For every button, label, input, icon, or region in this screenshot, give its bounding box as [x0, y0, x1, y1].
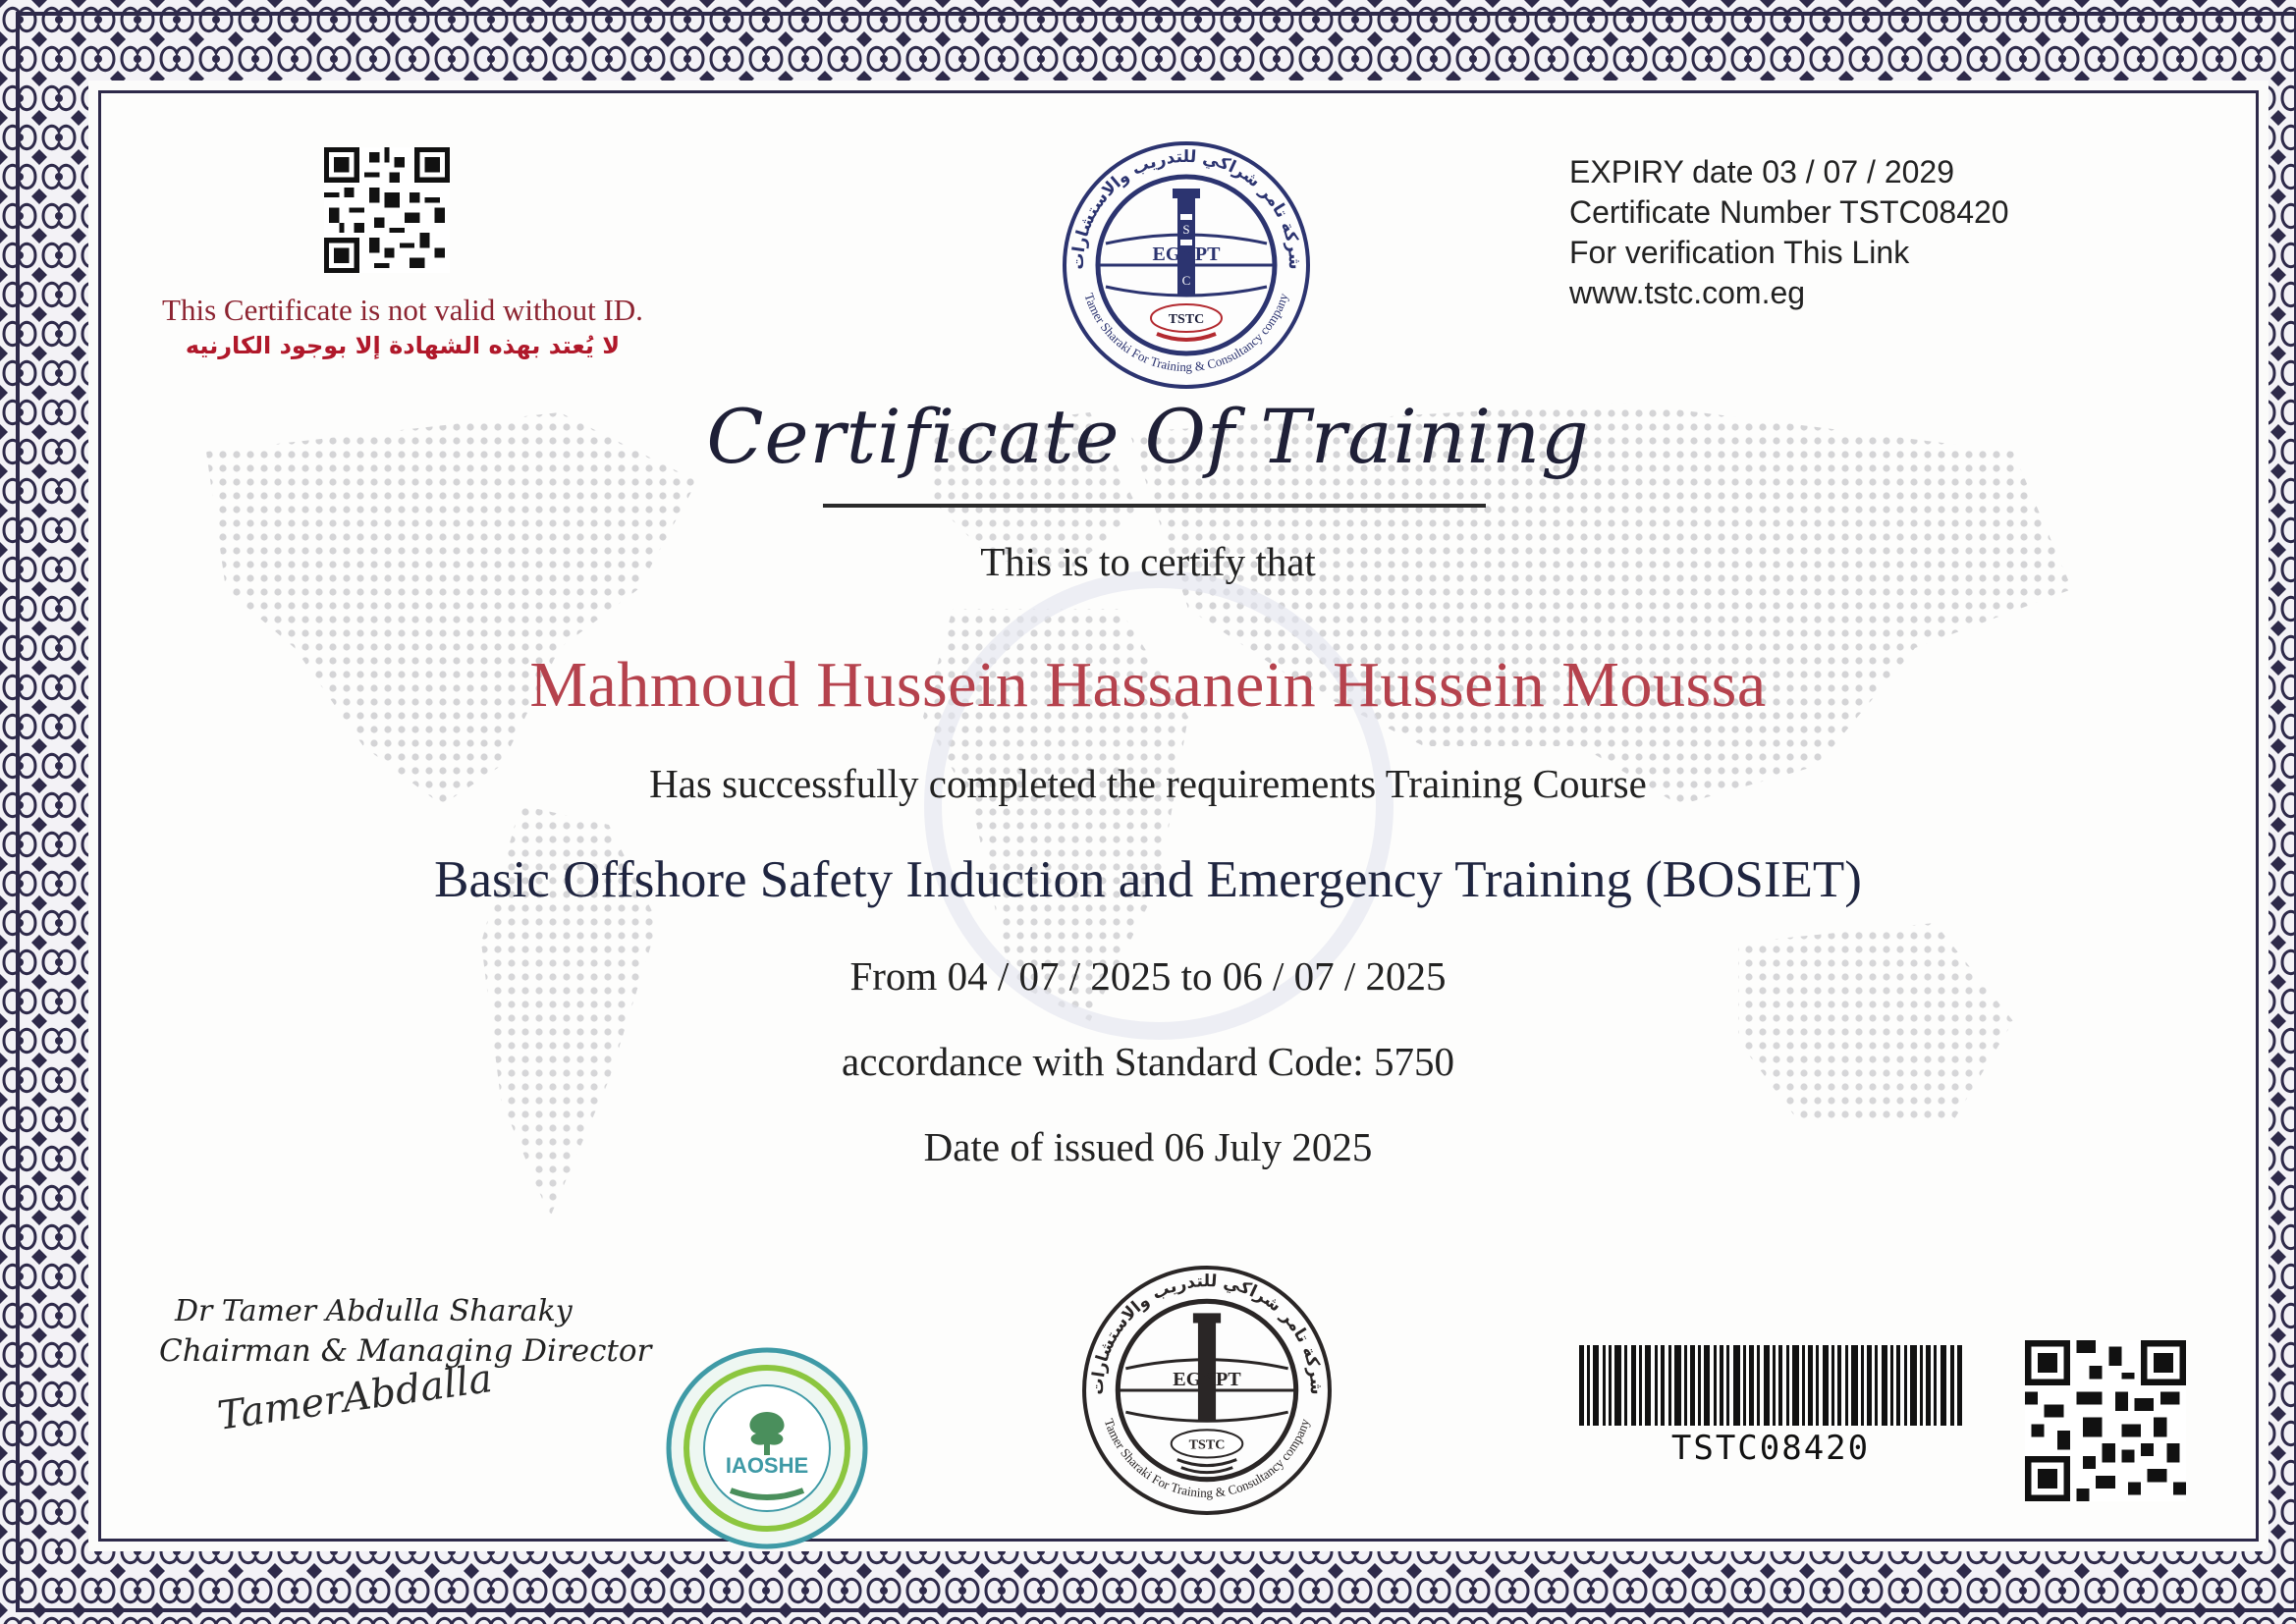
certify-line: This is to certify that	[980, 539, 1316, 584]
seal-abbr: TSTC	[1168, 312, 1205, 327]
title-underline	[823, 504, 1486, 508]
qr-code-bottom[interactable]	[2025, 1340, 2186, 1501]
recipient-name: Mahmoud Hussein Hassanein Hussein Moussa	[529, 649, 1767, 721]
standard-code: accordance with Standard Code: 5750	[842, 1039, 1454, 1084]
certificate-title: Certificate Of Training	[706, 393, 1590, 480]
seal-bottom-abbr: TSTC	[1188, 1436, 1226, 1453]
signer-name: Dr Tamer Abdulla Sharaky	[175, 1294, 573, 1328]
seal-ring-text-en: Tamer Sharaki For Training & Consultancy company	[1081, 291, 1291, 375]
validity-warning-ar: لا يُعتد بهذه الشهادة إلا بوجود الكارنيه	[185, 332, 621, 359]
seal-letter-c: C	[1181, 273, 1191, 288]
verification-label: For verification This Link	[1569, 235, 1910, 270]
tstc-seal-bottom	[1078, 1262, 1336, 1519]
seal-country: EGYPT	[1152, 244, 1221, 265]
seal-letter-s: S	[1182, 222, 1190, 237]
issue-date: Date of issued 06 July 2025	[923, 1124, 1373, 1169]
tstc-seal-top	[1059, 137, 1314, 393]
title-block	[0, 393, 2296, 480]
barcode-number: TSTC08420	[1670, 1429, 1871, 1468]
validity-warning-en: This Certificate is not valid without ID.	[162, 293, 643, 327]
course-name: Basic Offshore Safety Induction and Emergency Training (BOSIET)	[434, 851, 1862, 908]
expiry-date: EXPIRY date 03 / 07 / 2029	[1569, 154, 1954, 189]
course-dates: From 04 / 07 / 2025 to 06 / 07 / 2025	[849, 953, 1447, 999]
completion-line: Has successfully completed the requirements Training Course	[649, 761, 1647, 806]
iaoshe-badge-icon	[666, 1347, 868, 1549]
signer-role: Chairman & Managing Director	[159, 1333, 652, 1369]
signature: TamerAbdalla	[214, 1356, 495, 1439]
seal-bottom-ring-text-ar: شركة تامر شراكي للتدريب والاستشارات	[1087, 1272, 1327, 1395]
certificate-info-block	[1569, 152, 2009, 313]
verification-link[interactable]: www.tstc.com.eg	[1569, 275, 1806, 310]
seal-ring-text-ar: شركة تامر شراكي للتدريب والاستشارات	[1067, 146, 1305, 270]
qr-code-top[interactable]	[324, 147, 450, 273]
seal-bottom-ring-text-en: Tamer Sharaki For Training & Consultancy company	[1101, 1416, 1313, 1500]
certificate-number: Certificate Number TSTC08420	[1569, 194, 2009, 230]
seal-bottom-country: EGYPT	[1173, 1368, 1241, 1390]
iaoshe-label: IAOSHE	[725, 1453, 809, 1478]
